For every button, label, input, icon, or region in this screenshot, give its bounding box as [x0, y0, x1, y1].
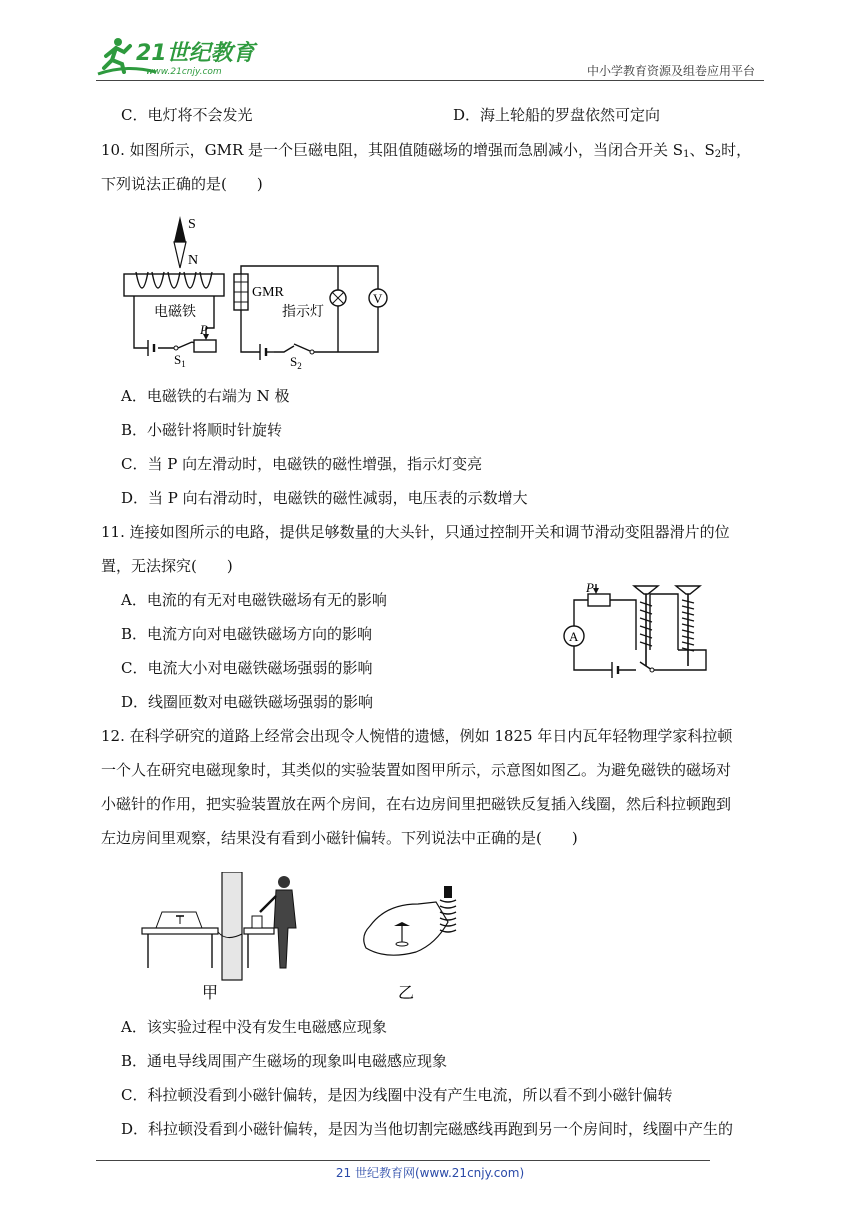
q12-figure-jia	[136, 872, 316, 1006]
compass-needle-icon	[394, 922, 410, 946]
rheostat	[194, 340, 216, 352]
platform-title: 中小学教育资源及组卷应用平台	[586, 64, 755, 78]
q12-option-b: B．通电导线周围产生磁场的现象叫电磁感应现象	[121, 1052, 448, 1070]
site-logo	[96, 34, 266, 78]
label-magnet: 电磁铁	[154, 304, 196, 320]
q10-stem-end: 时，	[721, 141, 752, 159]
q10-figure	[114, 212, 394, 376]
header-divider	[96, 80, 764, 81]
q10-stem-text: 10. 如图所示，GMR 是一个巨磁电阻，其阻值随磁场的增强而急剧减小，当闭合开关 S	[101, 141, 684, 159]
wire-loop	[364, 902, 448, 955]
label-s: S	[188, 217, 196, 232]
q11-stem-line2: 置，无法探究( )	[101, 557, 233, 575]
q10-option-a: A．电磁铁的右端为 N 极	[121, 387, 290, 405]
q9-option-c: C．电灯将不会发光	[121, 106, 253, 124]
q11-option-c: C．电流大小对电磁铁磁场强弱的影响	[121, 659, 373, 677]
label-n: N	[188, 253, 199, 268]
label-lamp: 指示灯	[282, 304, 324, 320]
wall	[222, 872, 242, 980]
q11-option-b: B．电流方向对电磁铁磁场方向的影响	[121, 625, 373, 643]
label-jia: 甲	[202, 983, 219, 1002]
q10-option-b: B．小磁针将顺时针旋转	[121, 421, 283, 439]
nail-left-icon	[634, 586, 658, 666]
q11-figure	[560, 580, 710, 684]
q12-stem-line1: 12. 在科学研究的道路上经常会出现令人惋惜的遗憾，例如 1825 年日内瓦年轻物理学家科拉顿	[101, 727, 733, 745]
q12-option-c: C．科拉顿没看到小磁针偏转，是因为线圈中没有产生电流，所以看不到小磁针偏转	[121, 1086, 673, 1104]
footer-divider	[96, 1160, 710, 1161]
q10-stem-line1	[101, 139, 751, 166]
left-table	[142, 928, 218, 934]
label-s2: $S_2$	[290, 354, 302, 371]
q12-stem-line4: 左边房间里观察，结果没有看到小磁针偏转。下列说法中正确的是( )	[101, 829, 578, 847]
q10-sub2: 2	[714, 149, 722, 160]
q12-option-a: A．该实验过程中没有发生电磁感应现象	[121, 1018, 387, 1036]
logo-url: www.21cnjy.com	[146, 67, 222, 77]
q12-option-d: D．科拉顿没看到小磁针偏转，是因为当他切割完磁感线再跑到另一个房间时，线圈中产生的	[121, 1120, 734, 1138]
q12-figure-yi	[356, 886, 466, 1006]
logo-text: 21世纪教育	[136, 41, 255, 66]
q10-stem-mid: 、S	[689, 141, 715, 159]
label-s1: $S_1$	[174, 352, 186, 369]
label-a: A	[569, 629, 579, 644]
label-v: V	[373, 291, 383, 306]
q12-stem-line3: 小磁针的作用，把实验装置放在两个房间，在右边房间里把磁铁反复插入线圈，然后科拉顿跑到	[101, 795, 732, 813]
q11-option-a: A．电流的有无对电磁铁磁场有无的影响	[121, 591, 387, 609]
rheostat	[588, 594, 610, 606]
q10-stem-line2: 下列说法正确的是( )	[101, 175, 263, 193]
footer-text: 21 世纪教育网(www.21cnjy.com)	[335, 1166, 525, 1180]
q11-option-d: D．线圈匝数对电磁铁磁场强弱的影响	[121, 693, 374, 711]
label-yi: 乙	[398, 983, 415, 1002]
q9-option-d: D．海上轮船的罗盘依然可定向	[453, 106, 661, 124]
label-p: P	[200, 322, 208, 337]
compass-needle-icon	[174, 216, 186, 268]
q10-sub1: 1	[683, 149, 690, 160]
right-table	[244, 928, 274, 934]
q11-stem-line1: 11. 连接如图所示的电路，提供足够数量的大头针，只通过控制开关和调节滑动变阻器滑片的位	[101, 523, 730, 541]
q10-option-d: D．当 P 向右滑动时，电磁铁的磁性减弱，电压表的示数增大	[121, 489, 528, 507]
coil-icon	[440, 886, 456, 932]
q10-option-c: C．当 P 向左滑动时，电磁铁的磁性增强，指示灯变亮	[121, 455, 483, 473]
q12-stem-line2: 一个人在研究电磁现象时，其类似的实验装置如图甲所示，示意图如图乙。为避免磁铁的磁场对	[101, 761, 732, 779]
person-figure	[260, 876, 296, 968]
nail-right-icon	[676, 586, 700, 666]
label-gmr: GMR	[252, 285, 284, 300]
label-p: P	[586, 580, 594, 595]
